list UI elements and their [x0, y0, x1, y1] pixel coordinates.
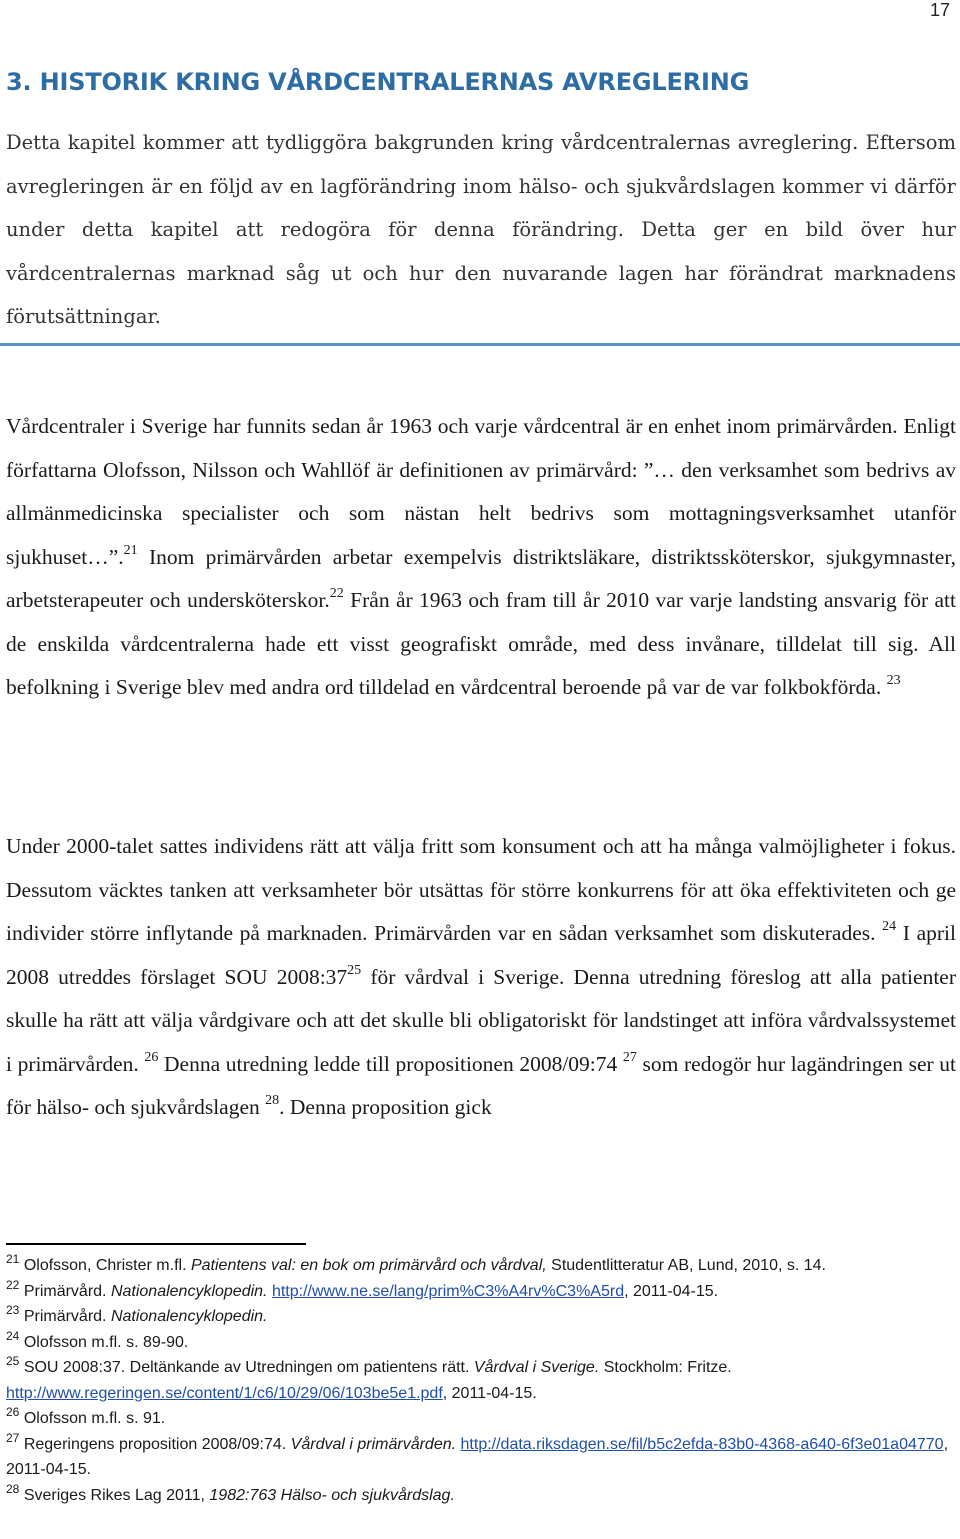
footnote-ref-21[interactable]: 21	[123, 542, 138, 558]
text: Olofsson m.fl. s. 89-90.	[23, 1333, 189, 1351]
text: Regeringens proposition 2008/09:74.	[23, 1435, 291, 1453]
footnote-link[interactable]: http://data.riksdagen.se/fil/b5c2efda-83b0-4368-a640-6f3e01a04770	[460, 1435, 944, 1453]
paragraph-primary-care	[6, 405, 956, 710]
text: Vårdcentraler i Sverige har funnits sedan år 1963 och varje vårdcentral är en enhet inom primärvården. Enligt författarna Olofsson, Nilsson och Wahllöf är definitionen av primärvård: ”… den verksamhet som bedrivs av allmänmedicinska specialister och som nästan helt bedrivs som mottagningsverksamhet utanför sjukhuset…”.	[6, 414, 956, 569]
footnote-ref-26[interactable]: 26	[144, 1049, 159, 1065]
footnotes	[6, 1253, 956, 1508]
footnote-ref-24[interactable]: 24	[882, 919, 897, 934]
chapter-intro: Detta kapitel kommer att tydliggöra bakgrunden kring vårdcentralernas avreglering. Eftersom avregleringen är en följd av en lagförändring inom hälso- och sjukvårdslagen kommer vi därför under detta kapitel att redogöra för denna förändring. Detta ger en bild över hur vårdcentralernas marknad såg ut och hur den nuvarande lagen har förändrat marknadens förutsättningar.	[6, 131, 956, 328]
footnote-ref-27[interactable]: 27	[622, 1049, 637, 1065]
text: Primärvård.	[23, 1308, 111, 1325]
text: Olofsson m.fl. s. 91.	[23, 1410, 166, 1427]
text: Sveriges Rikes Lag 2011,	[23, 1486, 210, 1504]
text: Patientens val: en bok om primärvård och vårdval,	[190, 1257, 547, 1274]
text: . Denna proposition gick	[279, 1095, 492, 1119]
footnote-24	[6, 1330, 956, 1356]
text: Inom primärvården arbetar exempelvis distriktsläkare, distriktssköterskor, sjukgymnaster, arbetsterapeuter och undersköterskor.	[6, 544, 956, 612]
footnote-number: 24	[6, 1328, 20, 1343]
text: Från år 1963 och fram till år 2010 var varje landsting ansvarig för att de enskilda vårdcentralerna hade ett visst geografiskt område, med dess invånare, tilldelat till sig. All befolkning i Sverige blev med andra ord tilldelad en vårdcentral beroende på var de var folkbokförda.	[6, 588, 956, 699]
footnote-link[interactable]: http://www.ne.se/lang/prim%C3%A4rv%C3%A5rd	[271, 1282, 625, 1300]
text: I april 2008 utreddes förslaget SOU 2008:37	[6, 921, 957, 989]
footnote-ref-25[interactable]: 25	[347, 962, 362, 978]
text: Studentlitteratur AB, Lund, 2010, s. 14.	[546, 1257, 826, 1274]
footnote-26	[6, 1406, 956, 1432]
footnote-link[interactable]: http://www.regeringen.se/content/1/c6/10/29/06/103be5e1.pdf	[6, 1384, 443, 1402]
footnote-ref-28[interactable]: 28	[265, 1093, 280, 1108]
text: SOU 2008:37. Deltänkande av Utredningen om patientens rätt.	[23, 1359, 474, 1376]
footnote-number: 22	[6, 1277, 20, 1292]
footnote-number: 25	[6, 1354, 20, 1368]
footnote-number: 21	[6, 1252, 20, 1266]
text: för vårdval i Sverige. Denna utredning föreslog att alla patienter skulle ha rätt att välja vårdgivare och att det skulle bli obligatoriskt för landstinget att införa vårdvalssystemet i primärvården.	[6, 964, 956, 1076]
footnote-25	[6, 1355, 956, 1406]
text: Primärvård.	[23, 1282, 111, 1300]
chapter-heading: 3. HISTORIK KRING VÅRDCENTRALERNAS AVREGLERING	[6, 68, 750, 96]
paragraph-reform	[6, 825, 956, 1130]
footnote-separator	[6, 1243, 306, 1245]
text: Stockholm: Fritze.	[599, 1359, 732, 1376]
text: Denna utredning ledde till propositionen 2008/09:74	[158, 1051, 618, 1076]
text: 1982:763 Hälso- och sjukvårdslag.	[209, 1486, 455, 1504]
footnote-number: 26	[6, 1405, 20, 1419]
footnote-ref-22[interactable]: 22	[329, 586, 344, 601]
text: Vårdval i Sverige.	[473, 1359, 600, 1376]
footnote-number: 28	[6, 1481, 20, 1496]
text: Nationalencyklopedin.	[110, 1282, 268, 1300]
footnote-22	[6, 1279, 956, 1305]
intro-divider	[0, 343, 960, 346]
text: Under 2000-talet sattes individens rätt att välja fritt som konsument och att ha många valmöjligheter i fokus. Dessutom väcktes tanken att verksamheter bör utsättas för större konkurrens för att öka effektiviteten och ge individer större inflytande på marknaden. Primärvården var en sådan verksamhet som diskuterades.	[6, 834, 956, 945]
footnote-ref-23[interactable]: 23	[886, 673, 901, 688]
footnote-23	[6, 1304, 956, 1330]
text: som redogör hur lagändringen ser ut för hälso- och sjukvårdslagen	[6, 1051, 957, 1119]
footnote-21	[6, 1253, 956, 1279]
text: Vårdval i primärvården.	[290, 1435, 457, 1453]
text: , 2011-04-15.	[6, 1435, 949, 1478]
footnote-28	[6, 1483, 956, 1509]
text: , 2011-04-15.	[624, 1282, 719, 1300]
footnote-number: 23	[6, 1303, 20, 1317]
text: , 2011-04-15.	[442, 1384, 537, 1402]
text: Olofsson, Christer m.fl.	[23, 1257, 191, 1274]
text: Nationalencyklopedin.	[110, 1308, 268, 1325]
footnote-27	[6, 1432, 956, 1483]
page-number: 17	[929, 0, 950, 20]
footnote-number: 27	[6, 1430, 20, 1445]
